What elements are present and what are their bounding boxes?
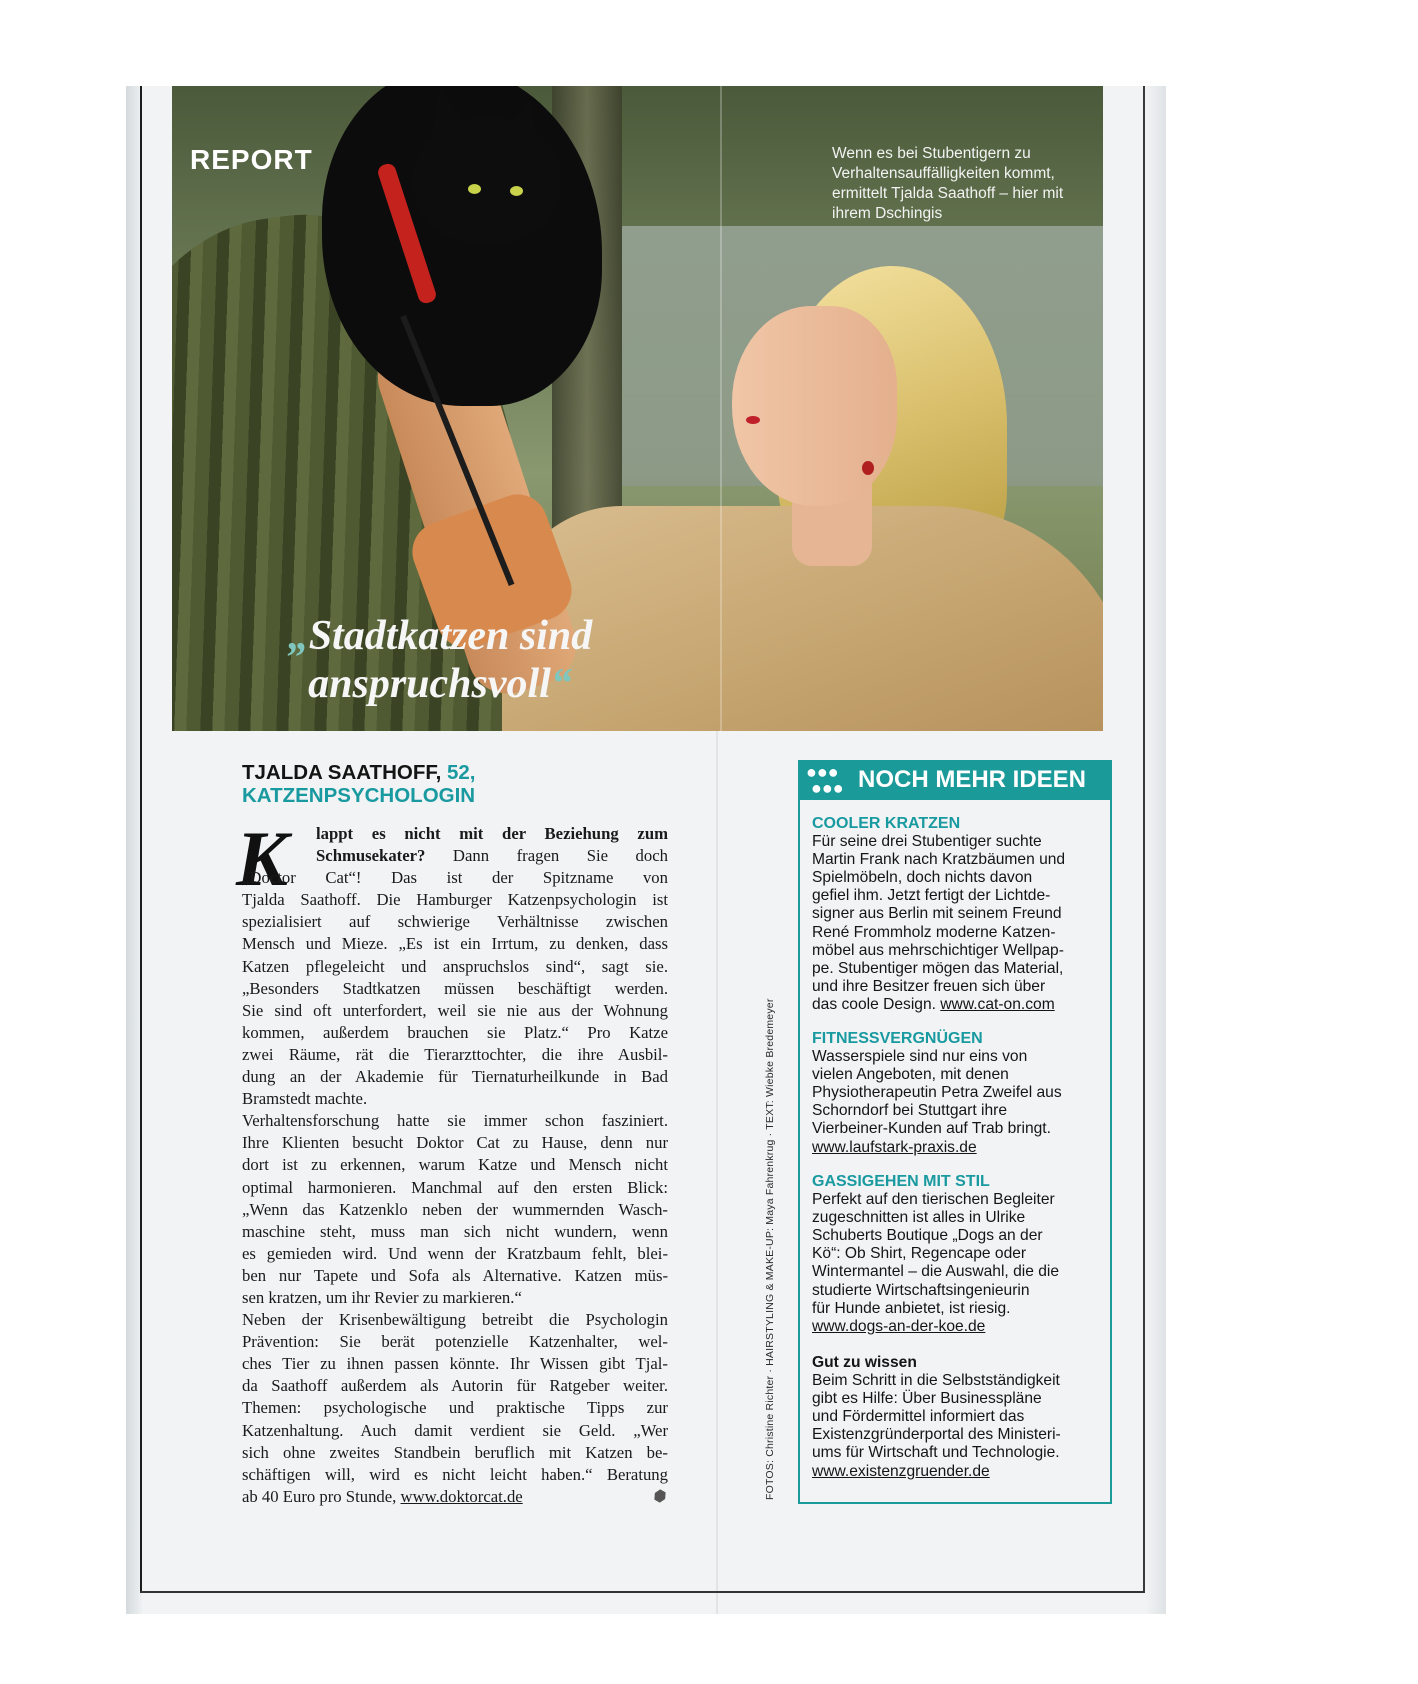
border-line	[140, 86, 142, 1592]
idea-text-line: Vierbeiner-Kunden auf Trab bringt.	[812, 1120, 1051, 1138]
article-line: Mensch und Mieze. „Es ist ein Irrtum, zu denken, dass	[242, 934, 668, 954]
headline-open-quote: „	[287, 613, 309, 659]
article-line: ben nur Tapete und Sofa als Alternative. Katzen müs-	[242, 1265, 668, 1285]
idea-text-line: pe. Stubentiger mögen das Material,	[812, 959, 1064, 977]
idea-text-line	[812, 1463, 1104, 1481]
idea-text-line	[812, 1139, 1104, 1157]
idea-text-line: zugeschnitten ist alles in Ulrike	[812, 1209, 1026, 1227]
idea-heading: FITNESSVERGNÜGEN	[812, 1030, 983, 1047]
article-line: Ihre Klienten besucht Doktor Cat zu Hause, denn nur	[242, 1133, 668, 1153]
article-line: spezialisiert auf schwierige Verhältnisse zwischen	[242, 912, 668, 932]
idea-heading: Gut zu wissen	[812, 1354, 917, 1371]
idea-section	[812, 1354, 1104, 1481]
idea-text-line: und ihre Besitzer freuen sich über	[812, 977, 1046, 995]
person-role: KATZENPSYCHOLOGIN	[242, 784, 476, 807]
headline	[240, 612, 640, 708]
article-line: „Doctor Cat“! Das ist der Spitzname von	[242, 868, 668, 888]
idea-heading: GASSIGEHEN MIT STIL	[812, 1173, 990, 1190]
article-line: es gemieden wird. Und wenn der Kratzbaum fehlt, blei-	[242, 1243, 668, 1263]
idea-text-line: gibt es Hilfe: Über Businesspläne	[812, 1390, 1042, 1408]
article-line: optimal harmonieren. Manchmal auf den ersten Blick:	[242, 1177, 668, 1197]
idea-text-line: René Frommholz moderne Katzen-	[812, 923, 1056, 941]
article-line: Neben der Krisenbewältigung betreibt die Psychologin	[242, 1310, 668, 1330]
article-line: „Wenn das Katzenklo neben der wummernden Wasch-	[242, 1199, 668, 1219]
idea-text-line: studierte Wirtschaftsingenieurin	[812, 1281, 1030, 1299]
article-line: da Saathoff außerdem als Autorin für Ratgeber weiter.	[242, 1376, 668, 1396]
article-line: maschine steht, muss man sich nicht wundern, wenn	[242, 1221, 668, 1241]
article-line: zwei Räume, rät die Tierarzttochter, die ihre Ausbil-	[242, 1044, 668, 1064]
idea-text-line: Spielmöbeln, doch nichts davon	[812, 869, 1033, 887]
idea-text-line	[812, 1318, 1104, 1336]
article-line: Schmusekater? Dann fragen Sie doch	[316, 846, 668, 866]
article-line: Prävention: Sie berät potenzielle Katzenhalter, wel-	[242, 1332, 668, 1352]
idea-text-line: Martin Frank nach Kratzbäumen und	[812, 851, 1066, 869]
idea-link[interactable]: www.existenzgruender.de	[812, 1462, 990, 1480]
idea-text-line: und Fördermittel informiert das	[812, 1408, 1025, 1426]
paw-prints-icon: ●●● ●●●	[806, 762, 844, 798]
doktorcat-link[interactable]: www.doktorcat.de	[400, 1486, 523, 1506]
idea-text-line: Beim Schritt in die Selbstständigkeit	[812, 1372, 1060, 1390]
border-line	[1143, 86, 1145, 1592]
ideas-box-header	[798, 760, 1112, 800]
article-line: sen kratzen, um ihr Revier zu markieren.“	[242, 1287, 522, 1307]
article-line: Themen: psychologische und praktische Tipps zur	[242, 1398, 668, 1418]
idea-text-line: Wasserspiele sind nur eins von	[812, 1048, 1028, 1066]
photo-credits: FOTOS: Christine Richter · HAIRSTYLING & MAKE-UP: Maya Fahrenkrug · TEXT: Wiebke Bredemeyer	[764, 998, 776, 1500]
idea-text-line: Kö“: Ob Shirt, Regencape oder	[812, 1245, 1027, 1263]
photo-caption: Wenn es bei Stubentigern zu Verhaltensauffälligkeiten kommt, ermittelt Tjalda Saathoff – hier mit ihrem Dschingis	[832, 145, 1064, 222]
idea-section	[812, 815, 1104, 1014]
idea-text-line: für Hunde anbietet, ist riesig.	[812, 1299, 1011, 1317]
headline-close-quote: “	[550, 661, 572, 707]
article-line: Katzen pflegeleicht und anspruchslos sind“, sagt sie.	[242, 956, 668, 976]
headline-line2: anspruchsvoll	[308, 661, 551, 707]
drop-cap: K	[236, 815, 289, 902]
article-line: Verhaltensforschung hatte sie immer schon fasziniert.	[242, 1111, 668, 1131]
idea-text-line: signer aus Berlin mit seinem Freund	[812, 905, 1062, 923]
idea-link[interactable]: www.cat-on.com	[940, 995, 1055, 1013]
article-line: Tjalda Saathoff. Die Hamburger Katzenpsychologin ist	[242, 890, 668, 910]
person-age: 52,	[447, 761, 476, 784]
article-line: schäftigen will, wird es nicht leicht haben.“ Beratung	[242, 1464, 668, 1484]
article-line: „Besonders Stadtkatzen müssen beschäftigt werden.	[242, 978, 668, 998]
article-line: dort ist zu erkennen, warum Katze und Mensch nicht	[242, 1155, 668, 1175]
idea-heading: COOLER KRATZEN	[812, 815, 961, 832]
idea-text-line: ums für Wirtschaft und Technologie.	[812, 1444, 1060, 1462]
article-line: Bramstedt machte.	[242, 1089, 368, 1109]
article-line: dung an der Akademie für Tiernaturheilkunde in Bad	[242, 1067, 668, 1087]
headline-line1: Stadtkatzen sind	[308, 613, 593, 659]
idea-section	[812, 1173, 1104, 1336]
idea-text-line: vielen Angeboten, mit denen	[812, 1066, 1009, 1084]
idea-text-line: Schuberts Boutique „Dogs an der	[812, 1227, 1043, 1245]
article-line: ches Tier zu ihnen passen könnte. Ihr Wissen gibt Tjal-	[242, 1354, 668, 1374]
article-line: kommen, außerdem brauchen sie Platz.“ Pro Katze	[242, 1022, 668, 1042]
article-line: ab 40 Euro pro Stunde, www.doktorcat.de	[242, 1486, 523, 1506]
idea-text-line: Wintermantel – die Auswahl, die die	[812, 1263, 1060, 1281]
idea-text-line: Für seine drei Stubentiger suchte	[812, 833, 1042, 851]
idea-link[interactable]: www.dogs-an-der-koe.de	[812, 1317, 986, 1335]
idea-section	[812, 1030, 1104, 1157]
idea-text-line: Schorndorf bei Stuttgart ihre	[812, 1102, 1008, 1120]
idea-text-line: möbel aus mehrschichtiger Wellpap-	[812, 941, 1064, 959]
page-edge-shadow	[1146, 86, 1166, 1614]
idea-link[interactable]: www.laufstark-praxis.de	[812, 1138, 977, 1156]
border-line	[140, 1591, 1145, 1593]
article-body	[242, 823, 668, 1508]
idea-text-line: das coole Design. www.cat-on.com	[812, 995, 1055, 1013]
idea-text-line: gefiel ihm. Jetzt fertigt der Lichtde-	[812, 887, 1051, 905]
idea-text-line: Existenzgründerportal des Ministeri-	[812, 1426, 1061, 1444]
article-line: Sie sind oft unterfordert, weil sie nie aus der Wohnung	[242, 1000, 668, 1020]
article-line: lappt es nicht mit der Beziehung zum	[316, 824, 668, 843]
section-label: REPORT	[190, 144, 313, 175]
article-line: sich ohne zweites Standbein beruflich mit Katzen be-	[242, 1442, 668, 1462]
ideas-box-title: NOCH MEHR IDEEN	[858, 766, 1087, 793]
article-line: Katzenhaltung. Auch damit verdient sie Geld. „Wer	[242, 1420, 668, 1440]
idea-text-line: Physiotherapeutin Petra Zweifel aus	[812, 1084, 1062, 1102]
person-name: TJALDA SAATHOFF, 52,	[242, 761, 476, 784]
idea-text-line: Perfekt auf den tierischen Begleiter	[812, 1191, 1055, 1209]
